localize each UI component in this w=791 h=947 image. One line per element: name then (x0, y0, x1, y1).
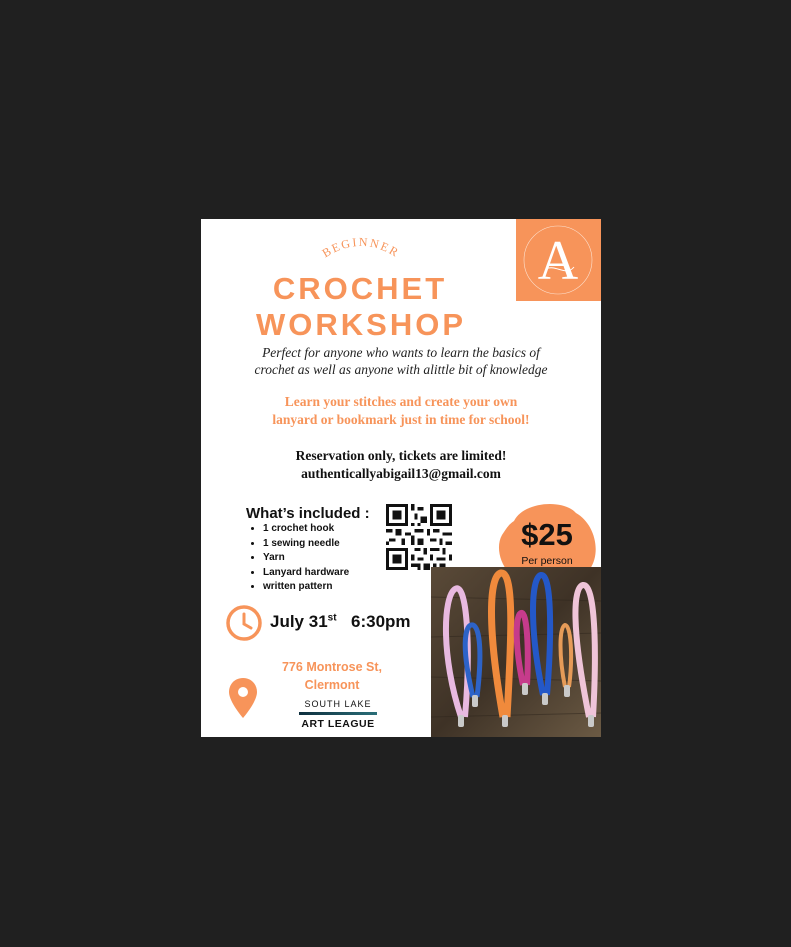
contact-email: authenticallyabigail13@gmail.com (301, 466, 501, 481)
price: $25 (521, 517, 573, 552)
list-item: • Yarn (263, 551, 349, 566)
event-address: 776 Montrose St, Clermont (281, 660, 383, 692)
list-item: • Lanyard hardware (263, 566, 349, 581)
included-list (251, 522, 349, 595)
event-time: 6:30pm (351, 612, 411, 631)
list-item: • 1 crochet hook (263, 522, 349, 537)
location-pin-icon (228, 677, 258, 719)
reservation-text: Reservation only, tickets are limited! authenticallyabigail13@gmail.com (231, 447, 571, 483)
clock-icon (225, 604, 263, 642)
beginner-arc-text (301, 229, 421, 273)
logo-letter: A (537, 230, 579, 292)
brand-logo (516, 219, 601, 301)
lanyards-photo (431, 567, 601, 737)
south-lake-art-league-logo: SOUTH LAKE ART LEAGUE (293, 699, 383, 730)
title-line-1: CROCHET (272, 271, 448, 306)
list-item: • 1 sewing needle (263, 537, 349, 552)
learn-text: Learn your stitches and create your own lanyard or bookmark just in time for school! (272, 394, 530, 427)
intro-text: Perfect for anyone who wants to learn the basics of crochet as well as anyone with alittle bit of knowledge (254, 345, 548, 377)
event-date: July 31st (270, 612, 337, 631)
flyer (201, 219, 601, 737)
title-line-2: WORKSHOP (256, 307, 466, 342)
qr-code[interactable] (386, 504, 452, 570)
included-title: What’s included : (246, 505, 370, 522)
svg-text:BEGINNER: BEGINNER (319, 234, 403, 261)
price-note: Per person (521, 555, 573, 567)
list-item: • written pattern (263, 580, 349, 595)
